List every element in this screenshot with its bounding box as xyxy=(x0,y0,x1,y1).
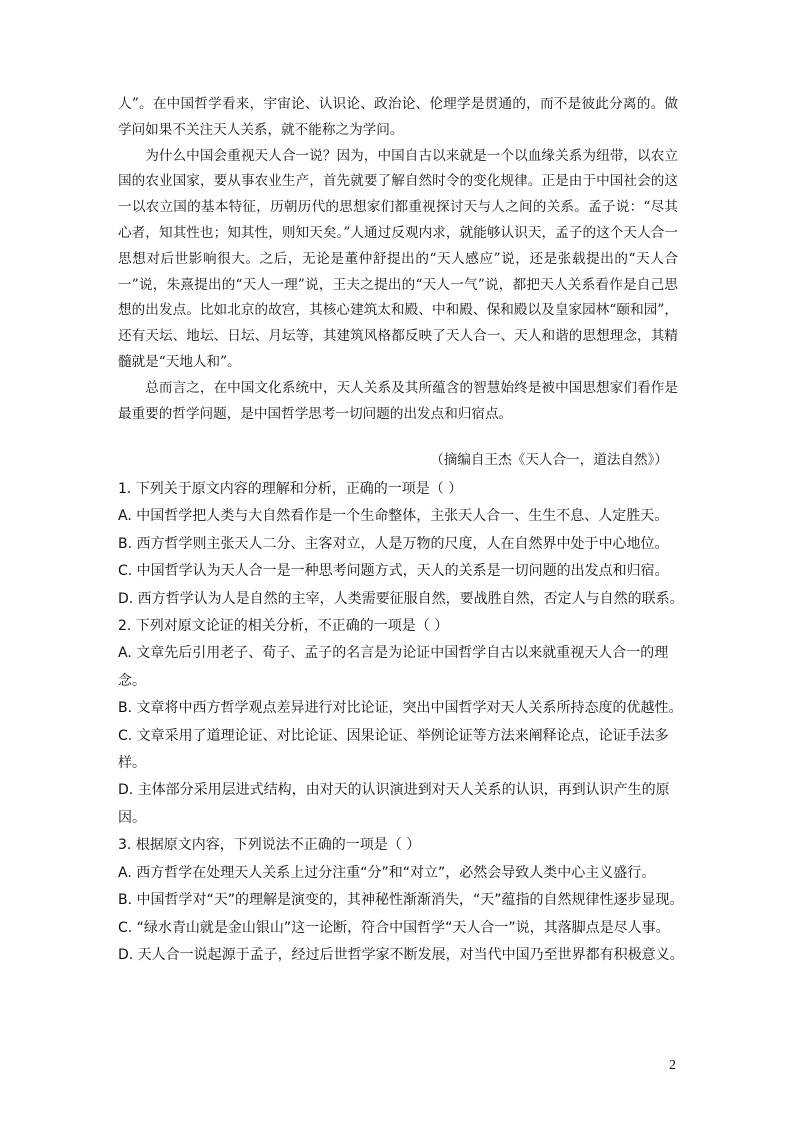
question-stem: 1. 下列关于原文内容的理解和分析，正确的一项是（ ） xyxy=(118,481,463,497)
answer-option-c: C. 文章采用了道理论证、对比论证、因果论证、举例论证等方法来阐释论点，论证手法多样。 xyxy=(118,727,669,772)
answer-option-b: B. 文章将中西方哲学观点差异进行对比论证，突出中国哲学对天人关系所持态度的优越性。 xyxy=(118,700,683,717)
answer-option-d: D. 西方哲学认为人是自然的主宰，人类需要征服自然，要战胜自然，否定人与自然的联系。 xyxy=(118,590,684,607)
question-stem: 2. 下列对原文论证的相关分析，不正确的一项是（ ） xyxy=(118,618,449,635)
answer-option-b: B. 中国哲学对“天”的理解是演变的，其神秘性渐渐消失，“天”蕴指的自然规律性逐步显现。 xyxy=(118,892,684,909)
question-stem: 3. 根据原文内容，下列说法不正确的一项是（ ） xyxy=(118,837,421,854)
answer-option-d: D. 主体部分采用层进式结构，由对天的认识演进到对天人关系的认识，再到认识产生的原因。 xyxy=(118,782,670,826)
answer-option-d: D. 天人合一说起源于孟子，经过后世哲学家不断发展，对当代中国乃至世界都有积极意义。 xyxy=(118,946,684,963)
passage-paragraph-2: 为什么中国会重视天人合一说？因为，中国自古以来就是一个以血缘关系为纽带，以农立国的农业国家，要从事农业生产，首先就要了解自然时令的变化规律。正是由于中国社会的这一以农立国的基本特征，历朝历代的思想家们都重视探讨天与人之间的关系。孟子说：“尽其心者，知其性也；知其性，则知天矣。”人通过反观内求，就能够认识天，孟子的这个天人合一思想对后世影响很大。之后，无论是董仲舒提出的“天人感应”说，还是张载提出的“天人合一”说，朱熹提出的“天人一理”说，王夫之提出的“天人一气”说，都把天人关系看作是自己思想的出发点。比如北京的故宫，其核心建筑太和殿、中和殿、保和殿以及皇家园林“颐和园”，还有天坛、地坛、日坛、月坛等，其建筑风格都反映了天人合一、天人和谐的思想理念，其精髓就是“天地人和”。 xyxy=(118,147,678,370)
question-3 xyxy=(118,832,684,969)
question-2 xyxy=(118,613,684,832)
question-list xyxy=(118,476,684,969)
answer-option-c: C. 中国哲学认为天人合一是一种思考问题方式，天人的关系是一切问题的出发点和归宿。 xyxy=(118,563,669,580)
page-number: 2 xyxy=(669,1058,676,1073)
answer-option-b: B. 西方哲学则主张天人二分、主客对立，人是万物的尺度，人在自然界中处于中心地位。 xyxy=(118,535,669,552)
answer-option-c: C. “绿水青山就是金山银山”这一论断，符合中国哲学“天人合一”说，其落脚点是尽人事。 xyxy=(118,919,670,936)
reading-passage xyxy=(118,92,678,427)
question-1 xyxy=(118,476,684,613)
passage-paragraph-3: 总而言之，在中国文化系统中，天人关系及其所蕴含的智慧始终是被中国思想家们看作是最重要的哲学问题，是中国哲学思考一切问题的出发点和归宿点。 xyxy=(118,379,678,422)
answer-option-a: A. 西方哲学在处理天人关系上过分注重“分”和“对立”，必然会导致人类中心主义盛行。 xyxy=(118,864,656,881)
answer-option-a: A. 中国哲学把人类与大自然看作是一个生命整体，主张天人合一、生生不息、人定胜天。 xyxy=(118,508,669,525)
passage-paragraph-1: 人”。在中国哲学看来，宇宙论、认识论、政治论、伦理学是贯通的，而不是彼此分离的。做学问如果不关注天人关系，就不能称之为学问。 xyxy=(118,96,678,138)
answer-option-a: A. 文章先后引用老子、荀子、孟子的名言是为论证中国哲学自古以来就重视天人合一的理念。 xyxy=(118,645,669,689)
passage-source: （摘编自王杰《天人合一，道法自然》） xyxy=(430,452,668,468)
